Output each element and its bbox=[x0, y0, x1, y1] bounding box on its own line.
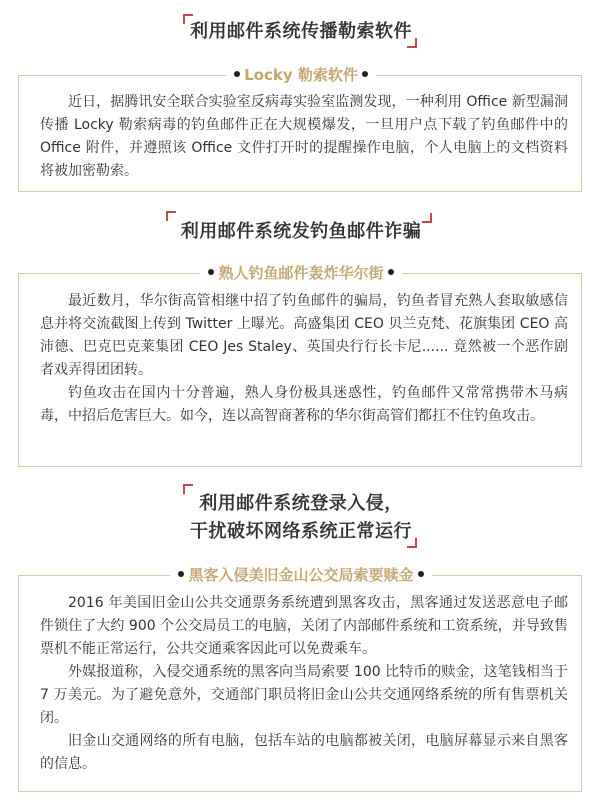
section-heading bbox=[0, 218, 602, 246]
box-body bbox=[40, 91, 568, 183]
heading-corner-bottom-right bbox=[407, 38, 417, 48]
paragraph: 钓鱼攻击在国内十分普遍，熟人身份极具迷惑性，钓鱼邮件又常常携带木马病毒，中招后危害巨大。如今，连以高智商著称的华尔街高管们都扛不住钓鱼攻击。 bbox=[40, 385, 568, 424]
bullet-dot-icon bbox=[208, 269, 214, 275]
box-title-text: 黑客入侵美旧金山公交局索要赎金 bbox=[188, 566, 414, 584]
heading-line: 利用邮件系统传播勒索软件 bbox=[190, 21, 412, 42]
heading-line: 干扰破坏网络系统正常运行 bbox=[190, 521, 412, 542]
box-title-text: Locky 勒索软件 bbox=[244, 66, 358, 84]
bullet-dot-icon bbox=[362, 71, 368, 77]
paragraph: 旧金山交通网络的所有电脑，包括车站的电脑都被关闭，电脑屏幕显示来自黑客的信息。 bbox=[40, 733, 568, 772]
heading-corner-bottom-right bbox=[407, 538, 417, 548]
heading-line: 利用邮件系统登录入侵， bbox=[199, 493, 403, 514]
box-title-text: 熟人钓鱼邮件轰炸华尔街 bbox=[218, 264, 384, 282]
heading-line: 利用邮件系统发钓鱼邮件诈骗 bbox=[180, 221, 422, 242]
paragraph: 近日，据腾讯安全联合实验室反病毒实验室监测发现，一种利用 Office 新型漏洞传播 Locky 勒索病毒的钓鱼邮件正在大规模爆发，一旦用户点下载了钓鱼邮件中的 Office 附件，并遵照该 Office 文件打开时的提醒操作电脑，个人电脑上的文档资料将被加密勒索。 bbox=[40, 94, 568, 179]
paragraph: 最近数月，华尔街高管相继中招了钓鱼邮件的骗局，钓鱼者冒充熟人套取敏感信息并将交流截图上传到 Twitter 上曝光。高盛集团 CEO 贝兰克梵、花旗集团 CEO 高沛德、巴克巴克莱集团 CEO Jes Staley、英国央行行长卡尼...... 竟然被一个恶作剧者戏弄得团团转。 bbox=[40, 293, 568, 378]
section-heading bbox=[0, 490, 602, 546]
heading-corner-bottom-right bbox=[422, 213, 432, 223]
paragraph: 外媒报道称，入侵交通系统的黑客向当局索要 100 比特币的赎金，这笔钱相当于 7 万美元。为了避免意外，交通部门职员将旧金山公共交通网络系统的所有售票机关闭。 bbox=[40, 664, 568, 726]
bullet-dot-icon bbox=[388, 269, 394, 275]
bullet-dot-icon bbox=[234, 71, 240, 77]
box-body bbox=[40, 290, 568, 428]
box-title bbox=[0, 263, 602, 283]
section-heading bbox=[0, 18, 602, 46]
box-body bbox=[40, 592, 568, 776]
bullet-dot-icon bbox=[178, 571, 184, 577]
bullet-dot-icon bbox=[418, 571, 424, 577]
paragraph: 2016 年美国旧金山公共交通票务系统遭到黑客攻击，黑客通过发送恶意电子邮件锁住了大约 900 个公交局员工的电脑，关闭了内部邮件系统和工资系统，并导致售票机不能正常运行，公共交通乘客因此可以免费乘车。 bbox=[40, 595, 568, 657]
box-title bbox=[0, 565, 602, 585]
box-title bbox=[0, 65, 602, 85]
